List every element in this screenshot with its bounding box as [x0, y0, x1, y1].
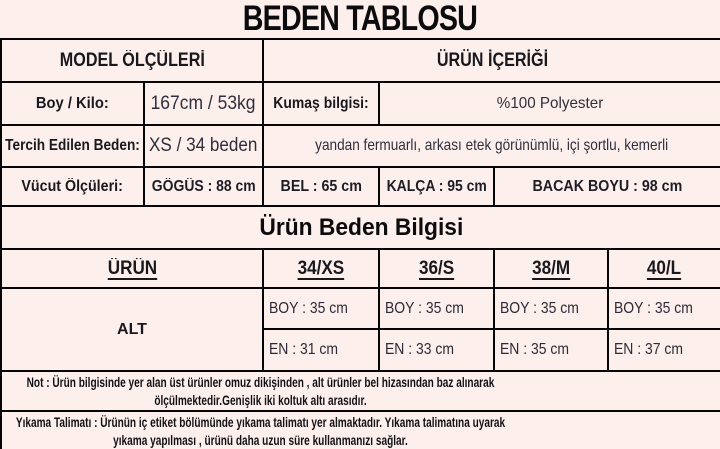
alt-values-stack — [264, 289, 720, 370]
boy-kilo-label: Boy / Kilo: — [36, 94, 109, 112]
size-section-title: Ürün Beden Bilgisi — [259, 213, 463, 241]
measurement-note: Not : Ürün bilgisinde yer alan üst ürünler omuz dikişinden , alt ürünler bel hizasından baz alınarak ölçülmektedir.Genişlik iki koltuk altı arasıdır. — [26, 374, 495, 408]
kalca-value: KALÇA : 95 cm — [386, 177, 487, 195]
boy-36s-cell — [380, 289, 495, 328]
en-38m-value: EN : 35 cm — [500, 341, 570, 358]
vucut-label: Vücut Ölçüleri: — [21, 177, 124, 195]
en-34xs-cell — [264, 330, 380, 370]
boy-kilo-label-cell — [2, 83, 145, 124]
vucut-olculeri-row — [2, 166, 720, 205]
page-title: BEDEN TABLOSU — [242, 0, 478, 38]
size-col-40l — [609, 250, 720, 287]
alt-label: ALT — [117, 320, 147, 338]
urun-ozellik-text: yandan fermuarlı, arkası etek görünümlü, içi şortlu, kemerli — [315, 137, 669, 154]
header-urun-icerigi — [264, 40, 720, 81]
en-36s-value: EN : 33 cm — [385, 341, 455, 358]
bel-value: BEL : 65 cm — [280, 177, 362, 195]
size-col-38m-label: 38/M — [531, 257, 571, 279]
size-col-36s-label: 36/S — [418, 257, 455, 279]
header-model-olculeri — [2, 40, 264, 81]
urun-ozellik-cell — [264, 126, 720, 166]
size-col-34xs-label: 34/XS — [297, 257, 345, 279]
header-model-olculeri-label: MODEL ÖLÇÜLERİ — [59, 49, 205, 71]
kalca-cell — [380, 168, 495, 205]
size-col-40l-label: 40/L — [647, 257, 682, 279]
header-urun-icerigi-label: ÜRÜN İÇERİĞİ — [436, 49, 548, 71]
gogus-cell — [145, 168, 264, 205]
size-header-row — [2, 248, 720, 287]
en-40l-value: EN : 37 cm — [614, 341, 684, 358]
tercih-beden-row — [2, 124, 720, 166]
washing-note: Yıkama Talimatı : Ürünün iç etiket bölümünde yıkama talimatı yer almaktadır. Yıkama talimatına uyarak yıkama yapılması , ürünü daha uzun süre kullanmanızı sağlar. — [15, 413, 506, 448]
gogus-value: GÖGÜS : 88 cm — [151, 177, 256, 195]
size-col-urun-label: ÜRÜN — [107, 257, 157, 279]
bel-cell — [264, 168, 380, 205]
size-col-urun — [2, 250, 264, 287]
boy-38m-cell — [495, 289, 609, 328]
size-col-38m — [495, 250, 609, 287]
boy-38m-value: BOY : 35 cm — [500, 299, 579, 317]
en-40l-cell — [609, 330, 720, 370]
boy-values-row — [264, 289, 720, 328]
boy-34xs-value: BOY : 35 cm — [269, 299, 348, 317]
boy-kilo-row — [2, 81, 720, 124]
measurement-note-row — [2, 370, 720, 410]
bacak-boyu-value: BACAK BOYU : 98 cm — [532, 177, 683, 195]
en-34xs-value: EN : 31 cm — [269, 341, 339, 358]
model-header-row — [2, 38, 720, 81]
tercih-beden-value-cell — [145, 126, 264, 166]
size-col-34xs — [264, 250, 380, 287]
en-values-row — [264, 328, 720, 370]
en-38m-cell — [495, 330, 609, 370]
vucut-label-cell — [2, 168, 145, 205]
tercih-beden-label: Tercih Edilen Beden: — [5, 137, 140, 154]
alt-rows — [2, 287, 720, 370]
tercih-beden-label-cell — [2, 126, 145, 166]
chart-tables — [0, 38, 720, 449]
boy-kilo-value: 167cm / 53kg — [151, 92, 256, 114]
boy-40l-value: BOY : 35 cm — [614, 299, 693, 317]
kumas-value-cell — [380, 83, 720, 124]
kumas-label: Kumaş bilgisi: — [273, 94, 369, 112]
size-col-36s — [380, 250, 495, 287]
bacak-boyu-cell — [495, 168, 720, 205]
en-36s-cell — [380, 330, 495, 370]
kumas-label-cell — [264, 83, 380, 124]
boy-kilo-value-cell — [145, 83, 264, 124]
page-title-bar — [0, 0, 720, 38]
boy-36s-value: BOY : 35 cm — [385, 299, 464, 317]
washing-note-row — [2, 410, 720, 449]
boy-40l-cell — [609, 289, 720, 328]
alt-label-cell — [2, 289, 264, 370]
kumas-value: %100 Polyester — [496, 94, 604, 112]
boy-34xs-cell — [264, 289, 380, 328]
tercih-beden-value: XS / 34 beden — [149, 135, 258, 156]
size-section-title-bar — [2, 205, 720, 248]
